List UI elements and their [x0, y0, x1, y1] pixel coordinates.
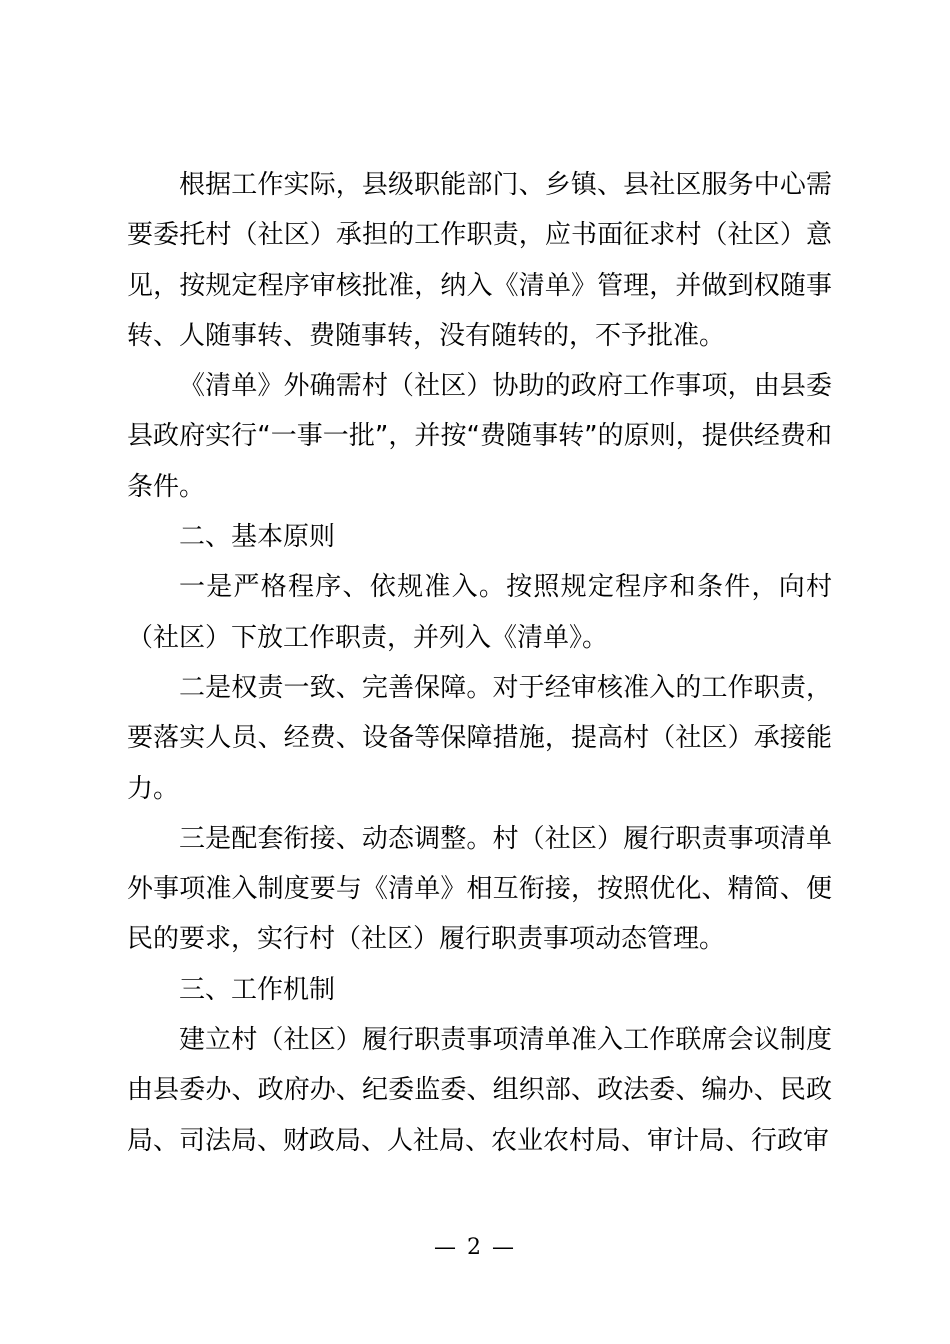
paragraph: 三是配套衔接、动态调整。村（社区）履行职责事项清单外事项准入制度要与《清单》相互衔接，按照优化、精简、便民的要求，实行村（社区）履行职责事项动态管理。: [127, 823, 832, 955]
document-body: [127, 160, 832, 1166]
paragraph: 一是严格程序、依规准入。按照规定程序和条件，向村（社区）下放工作职责，并列入《清单》。: [127, 572, 832, 653]
section-heading: 二、基本原则: [179, 522, 336, 553]
paragraph: 根据工作实际，县级职能部门、乡镇、县社区服务中心需要委托村（社区）承担的工作职责，应书面征求村（社区）意见，按规定程序审核批准，纳入《清单》管理，并做到权随事转、人随事转、费随事转，没有随转的，不予批准。: [127, 170, 832, 351]
page-number: — 2 —: [434, 1235, 516, 1260]
paragraph: 《清单》外确需村（社区）协助的政府工作事项，由县委县政府实行“一事一批”，并按“费随事转”的原则，提供经费和条件。: [127, 371, 832, 502]
section-heading: 三、工作机制: [179, 974, 336, 1005]
paragraph: 二是权责一致、完善保障。对于经审核准入的工作职责，要落实人员、经费、设备等保障措施，提高村（社区）承接能力。: [127, 672, 832, 804]
paragraph: 建立村（社区）履行职责事项清单准入工作联席会议制度由县委办、政府办、纪委监委、组织部、政法委、编办、民政局、司法局、财政局、人社局、农业农村局、审计局、行政审: [127, 1025, 832, 1156]
